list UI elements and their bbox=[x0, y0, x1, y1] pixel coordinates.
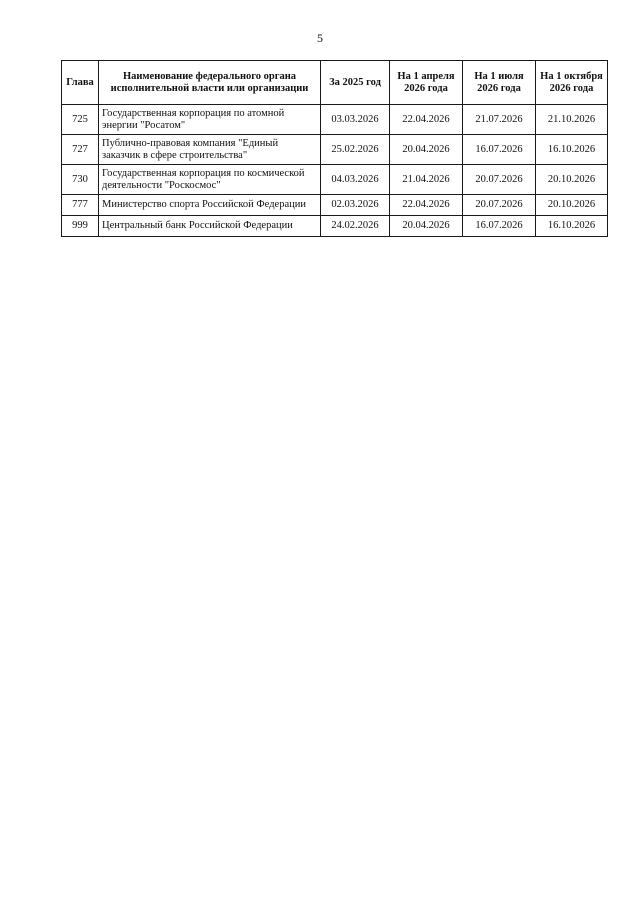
page-number: 5 bbox=[317, 31, 323, 45]
organization-name: Министерство спорта Российской Федерации bbox=[99, 195, 321, 216]
date-july-2026: 16.07.2026 bbox=[463, 216, 536, 237]
header-chapter: Глава bbox=[62, 61, 99, 105]
date-july-2026: 20.07.2026 bbox=[463, 165, 536, 195]
organization-name: Государственная корпорация по космической деятельности "Роскосмос" bbox=[99, 165, 321, 195]
date-year-2025: 25.02.2026 bbox=[321, 135, 390, 165]
table-body bbox=[62, 105, 608, 237]
chapter-code: 999 bbox=[62, 216, 99, 237]
date-october-2026: 20.10.2026 bbox=[536, 165, 608, 195]
header-october-2026: На 1 октября 2026 года bbox=[536, 61, 608, 105]
organization-name: Центральный банк Российской Федерации bbox=[99, 216, 321, 237]
date-april-2026: 20.04.2026 bbox=[390, 216, 463, 237]
date-october-2026: 20.10.2026 bbox=[536, 195, 608, 216]
header-july-2026: На 1 июля 2026 года bbox=[463, 61, 536, 105]
header-year-2025: За 2025 год bbox=[321, 61, 390, 105]
table-row bbox=[62, 165, 608, 195]
organization-name: Государственная корпорация по атомной энергии "Росатом" bbox=[99, 105, 321, 135]
date-year-2025: 02.03.2026 bbox=[321, 195, 390, 216]
date-october-2026: 16.10.2026 bbox=[536, 135, 608, 165]
date-july-2026: 16.07.2026 bbox=[463, 135, 536, 165]
date-october-2026: 21.10.2026 bbox=[536, 105, 608, 135]
table-row bbox=[62, 105, 608, 135]
header-april-2026: На 1 апреля 2026 года bbox=[390, 61, 463, 105]
table-row bbox=[62, 216, 608, 237]
date-april-2026: 20.04.2026 bbox=[390, 135, 463, 165]
header-organization-name: Наименование федерального органа исполнительной власти или организации bbox=[99, 61, 321, 105]
date-year-2025: 03.03.2026 bbox=[321, 105, 390, 135]
date-year-2025: 24.02.2026 bbox=[321, 216, 390, 237]
date-july-2026: 20.07.2026 bbox=[463, 195, 536, 216]
header-row bbox=[62, 61, 608, 105]
chapter-code: 727 bbox=[62, 135, 99, 165]
reporting-schedule-table bbox=[61, 60, 608, 237]
chapter-code: 777 bbox=[62, 195, 99, 216]
table-row bbox=[62, 135, 608, 165]
date-october-2026: 16.10.2026 bbox=[536, 216, 608, 237]
date-april-2026: 22.04.2026 bbox=[390, 105, 463, 135]
date-april-2026: 22.04.2026 bbox=[390, 195, 463, 216]
date-july-2026: 21.07.2026 bbox=[463, 105, 536, 135]
table-header bbox=[62, 61, 608, 105]
chapter-code: 725 bbox=[62, 105, 99, 135]
date-year-2025: 04.03.2026 bbox=[321, 165, 390, 195]
date-april-2026: 21.04.2026 bbox=[390, 165, 463, 195]
chapter-code: 730 bbox=[62, 165, 99, 195]
table-row bbox=[62, 195, 608, 216]
organization-name: Публично-правовая компания "Единый заказчик в сфере строительства" bbox=[99, 135, 321, 165]
